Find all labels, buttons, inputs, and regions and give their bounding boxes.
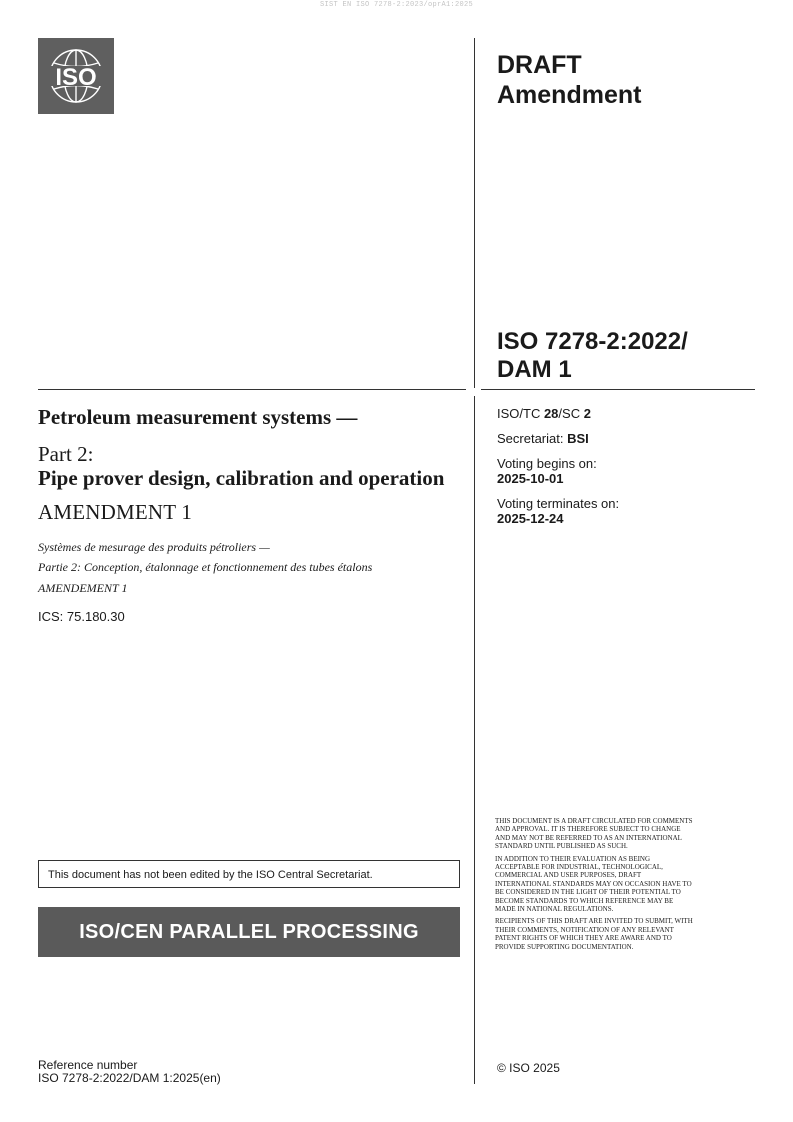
- document-number-line2: DAM 1: [497, 356, 572, 383]
- divider-vertical-bottom: [474, 396, 475, 1084]
- reference-label: Reference number: [38, 1058, 138, 1072]
- secretariat: [497, 431, 619, 446]
- edit-notice-box: This document has not been edited by the ISO Central Secretariat.: [38, 860, 460, 888]
- voting-terminates-label: Voting terminates on:: [497, 496, 620, 511]
- title-block: [38, 405, 458, 625]
- copyright: © ISO 2025: [497, 1061, 560, 1075]
- draft-label: DRAFT: [497, 51, 582, 79]
- parallel-processing-banner: ISO/CEN PARALLEL PROCESSING: [38, 907, 460, 957]
- document-number: [497, 328, 688, 384]
- iso-globe-icon: [38, 38, 114, 114]
- divider-horizontal-left: [38, 389, 466, 390]
- divider-horizontal-right: [481, 389, 755, 390]
- tc-number: 28: [543, 406, 559, 421]
- voting-terminates: [497, 496, 619, 526]
- main-title: Petroleum measurement systems —: [38, 405, 358, 429]
- french-title: Systèmes de mesurage des produits pétroliers —: [38, 540, 270, 554]
- divider-vertical-top: [474, 38, 475, 388]
- ics-code: ICS: 75.180.30: [38, 609, 125, 624]
- voting-begins: [497, 456, 619, 486]
- voting-begins-label: Voting begins on:: [497, 456, 597, 471]
- draft-disclaimer: [495, 817, 695, 955]
- iso-logo: [38, 38, 114, 114]
- amendment-label: Amendment: [497, 81, 642, 109]
- reference-number: [38, 1059, 221, 1085]
- french-part: Partie 2: Conception, étalonnage et fonctionnement des tubes étalons: [38, 560, 373, 574]
- voting-terminates-date: 2025-12-24: [497, 511, 564, 526]
- part-label: Part 2:: [38, 442, 94, 466]
- metadata-panel: [497, 406, 619, 536]
- disclaimer-paragraph: THIS DOCUMENT IS A DRAFT CIRCULATED FOR COMMENTS AND APPROVAL. IT IS THEREFORE SUBJECT TO CHANGE AND MAY NOT BE REFERRED TO AS AN INTERNATIONAL STANDARD UNTIL PUBLISHED AS SUCH.: [495, 817, 693, 851]
- tc-prefix: ISO/TC: [497, 406, 544, 421]
- reference-value: ISO 7278-2:2022/DAM 1:2025(en): [38, 1071, 221, 1085]
- part-subtitle: Pipe prover design, calibration and operation: [38, 466, 445, 490]
- sc-number: 2: [583, 406, 591, 421]
- disclaimer-paragraph: RECIPIENTS OF THIS DRAFT ARE INVITED TO SUBMIT, WITH THEIR COMMENTS, NOTIFICATION OF ANY RELEVANT PATENT RIGHTS OF WHICH THEY ARE AWARE AND TO PROVIDE SUPPORTING DOCUMENTATION.: [495, 917, 693, 951]
- iso-logo-text: ISO: [55, 64, 97, 91]
- disclaimer-paragraph: IN ADDITION TO THEIR EVALUATION AS BEING ACCEPTABLE FOR INDUSTRIAL, TECHNOLOGICAL, COMMERCIAL AND USER PURPOSES, DRAFT INTERNATIONAL STANDARDS MAY ON OCCASION HAVE TO BE CONSIDERED IN THE LIGHT OF THEIR POTENTIAL TO BECOME STANDARDS TO WHICH REFERENCE MAY BE MADE IN NATIONAL REGULATIONS.: [495, 854, 692, 914]
- amendment-heading: AMENDMENT 1: [38, 500, 193, 524]
- document-number-line1: ISO 7278-2:2022/: [497, 328, 688, 355]
- secretariat-label: Secretariat:: [497, 431, 568, 446]
- secretariat-value: BSI: [567, 431, 589, 446]
- voting-begins-date: 2025-10-01: [497, 471, 564, 486]
- french-amendment: AMENDEMENT 1: [38, 581, 128, 595]
- watermark: SIST EN ISO 7278-2:2023/oprA1:2025: [319, 1, 474, 9]
- sc-prefix: /SC: [558, 406, 584, 421]
- draft-amendment-title: [497, 50, 641, 110]
- committee: [497, 406, 619, 421]
